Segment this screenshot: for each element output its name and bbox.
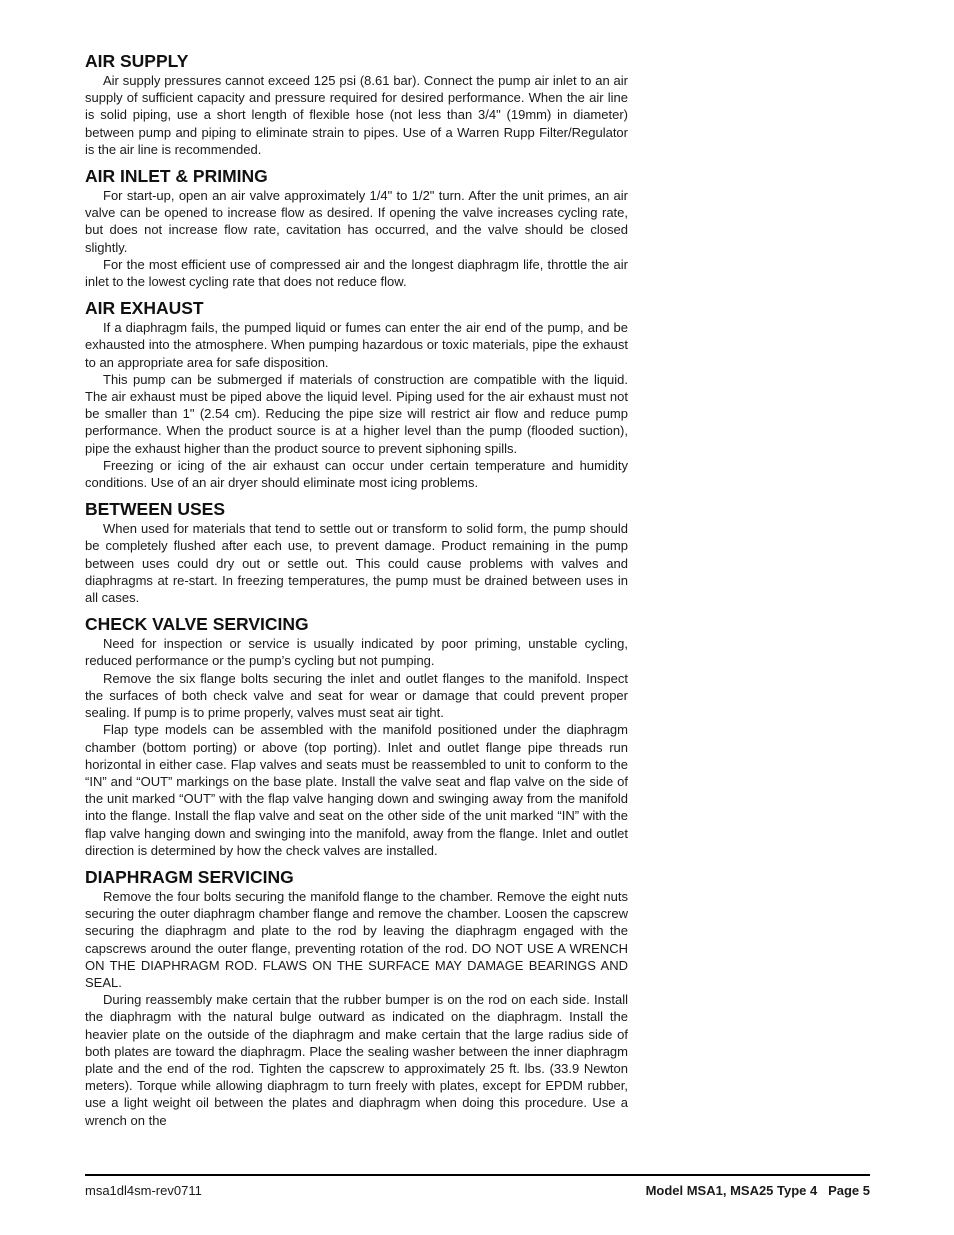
paragraph: Remove the six flange bolts securing the inlet and outlet flanges to the manifold. Inspect the surfaces of both check valve and seat for wear or damage that could prevent proper sealing. If pump is to prime properly, valves must seat air tight. [85,670,628,721]
footer-model-page: Model MSA1, MSA25 Type 4 Page 5 [645,1183,870,1198]
paragraph: If a diaphragm fails, the pumped liquid or fumes can enter the air end of the pump, and be exhausted into the atmosphere. When pumping hazardous or toxic materials, pipe the exhaust to an appropriate area for safe disposition. [85,320,628,370]
footer-divider [85,1174,870,1176]
section-between-uses [85,498,628,606]
section-heading: CHECK VALVE SERVICING [85,614,309,635]
section-heading: BETWEEN USES [85,499,226,520]
paragraph: Freezing or icing of the air exhaust can occur under certain temperature and humidity conditions. Use of an air dryer should eliminate most icing problems. [85,457,628,491]
section-check-valve-servicing [85,613,628,859]
section-air-supply [85,50,628,158]
section-heading: AIR INLET & PRIMING [85,166,268,187]
paragraph: Remove the four bolts securing the manifold flange to the chamber. Remove the eight nuts securing the outer diaphragm chamber flange and remove the chamber. Loosen the capscrew securing the diaphragm and plate to the rod by leaving the diaphragm engaged with the capscrews around the outer flange, preventing rotation of the rod. DO NOT USE A WRENCH ON THE DIAPHRAGM ROD. FLAWS ON THE SURFACE MAY DAMAGE BEARINGS AND SEAL. [85,888,628,990]
paragraph: Air supply pressures cannot exceed 125 psi (8.61 bar). Connect the pump air inlet to an air supply of sufficient capacity and pressure required for desired performance. When the air line is solid piping, use a short length of flexible hose (not less than 3/4" (19mm) in diameter) between pump and piping to eliminate strain to pipes. Use of a Warren Rupp Filter/Regulator is the air line is recommended. [85,73,628,157]
paragraph: When used for materials that tend to settle out or transform to solid form, the pump should be completely flushed after each use, to prevent damage. Product remaining in the pump between uses could dry out or settle out. This could cause problems with valves and diaphragms at re-start. In freezing temperatures, the pump must be drained between uses in all cases. [85,521,628,606]
section-air-inlet-priming [85,165,628,290]
paragraph: This pump can be submerged if materials of construction are compatible with the liquid. The air exhaust must be piped above the liquid level. Piping used for the air exhaust must not be smaller than 1" (2.54 cm). Reducing the pipe size will restrict air flow and reduce pump performance. When the product source is at a higher level than the pump (flooded suction), pipe the exhaust higher than the product source to prevent siphoning spills. [85,371,628,456]
paragraph: During reassembly make certain that the rubber bumper is on the rod on each side. Install the diaphragm with the natural bulge outward as indicated on the diaphragm. Install the heavier plate on the outside of the diaphragm and make certain that the large radius side of both plates are toward the diaphragm. Place the sealing washer between the inner diaphragm plate and the end of the rod. Tighten the capscrew to approximately 25 ft. lbs. (33.9 Newton meters). Torque while allowing diaphragm to turn freely with plates, except for EPDM rubber, use a light weight oil between the plates and diaphragm when doing this procedure. Use a wrench on the [85,992,628,1128]
section-air-exhaust [85,297,628,491]
paragraph: Need for inspection or service is usually indicated by poor priming, unstable cycling, reduced performance or the pump’s cycling but not pumping. [85,636,628,669]
section-heading: DIAPHRAGM SERVICING [85,866,294,887]
paragraph: For the most efficient use of compressed air and the longest diaphragm life, throttle the air inlet to the lowest cycling rate that does not reduce flow. [85,256,628,290]
footer-doc-code: msa1dl4sm-rev0711 [85,1183,202,1198]
paragraph: For start-up, open an air valve approximately 1/4" to 1/2" turn. After the unit primes, an air valve can be opened to increase flow as desired. If opening the valve increases cycling rate, but does not increase flow rate, cavitation has occurred, and the valve should be closed slightly. [85,188,628,255]
section-heading: AIR SUPPLY [85,51,189,71]
page-body [85,50,628,1136]
paragraph: Flap type models can be assembled with the manifold positioned under the diaphragm chamber (bottom porting) or above (top porting). Inlet and outlet flange pipe threads run horizontal in either case. Flap valves and seats must be reassembled to unit to conform to the “IN” and “OUT” markings on the base plate. Install the valve seat and flap valve on the side of the unit marked “OUT” with the flap valve hanging down and swinging away from the manifold into the flange. Install the flap valve and seat on the other side of the unit marked “IN” with the flap valve hanging down and swinging into the manifold, away from the flange. Inlet and outlet direction is determined by how the check valves are installed. [85,722,628,858]
section-heading: AIR EXHAUST [85,298,204,319]
section-diaphragm-servicing [85,866,628,1129]
